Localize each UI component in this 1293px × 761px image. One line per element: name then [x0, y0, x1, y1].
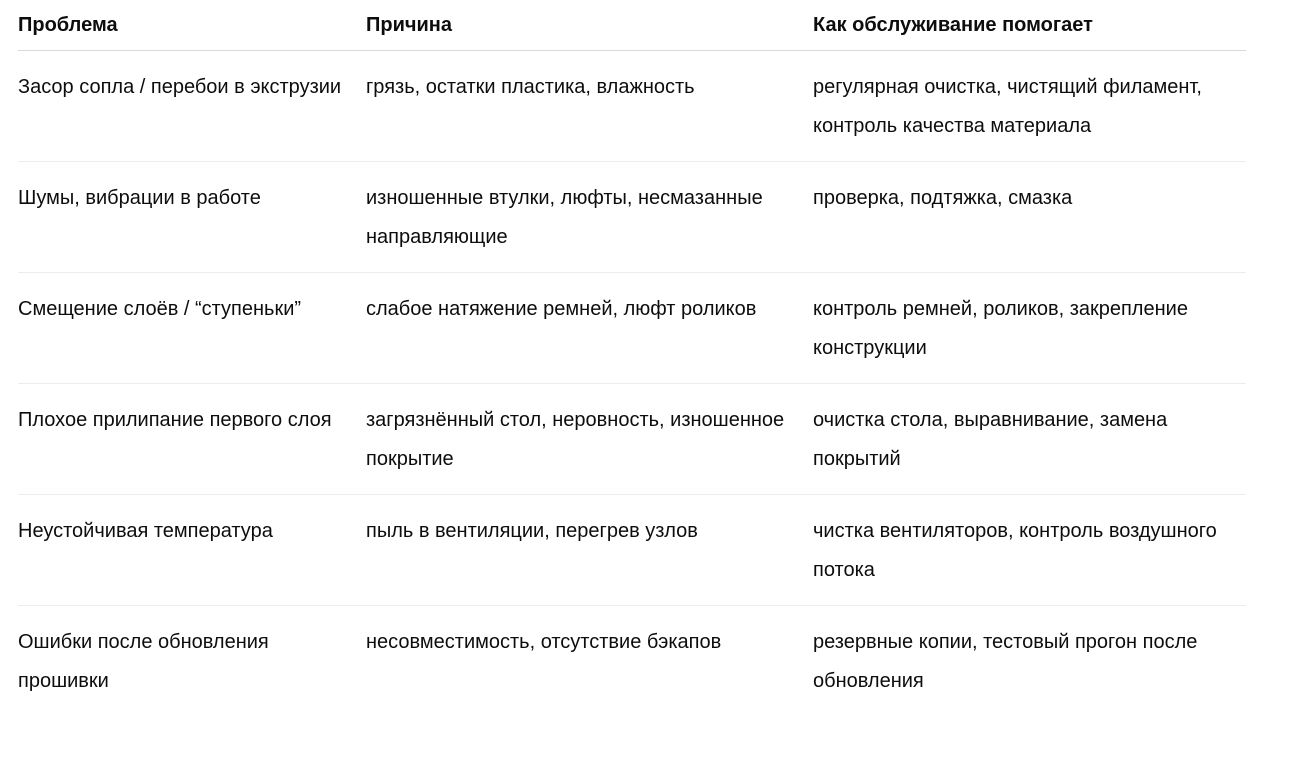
column-header-maintenance-help: Как обслуживание помогает	[813, 0, 1246, 51]
cell-maintenance-help: резервные копии, тестовый прогон после обновления	[813, 631, 1198, 692]
table-row	[18, 606, 1246, 717]
table-row	[18, 162, 1246, 273]
table-row	[18, 273, 1246, 384]
table-row	[18, 51, 1246, 162]
maintenance-table	[18, 0, 1246, 716]
cell-cause: пыль в вентиляции, перегрев узлов	[366, 495, 813, 606]
cell-maintenance-help: проверка, подтяжка, смазка	[813, 162, 1246, 273]
cell-problem: Ошибки после обновления прошивки	[18, 631, 269, 692]
cell-maintenance-help: чистка вентиляторов, контроль воздушного потока	[813, 495, 1246, 606]
column-header-cause: Причина	[366, 0, 813, 51]
cell-cause: грязь, остатки пластика, влажность	[366, 51, 813, 162]
cell-maintenance-help: регулярная очистка, чистящий филамент, контроль качества материала	[813, 51, 1246, 162]
cell-problem: Неустойчивая температура	[18, 495, 366, 606]
cell-maintenance-help: очистка стола, выравнивание, замена покрытий	[813, 384, 1246, 495]
table-row	[18, 495, 1246, 606]
cell-problem: Плохое прилипание первого слоя	[18, 384, 366, 495]
cell-problem: Засор сопла / перебои в экструзии	[18, 51, 366, 162]
cell-cause: изношенные втулки, люфты, несмазанные направляющие	[366, 162, 813, 273]
cell-cause: слабое натяжение ремней, люфт роликов	[366, 273, 813, 384]
maintenance-table-container	[18, 0, 1246, 716]
cell-cause: несовместимость, отсутствие бэкапов	[366, 631, 722, 653]
table-row	[18, 384, 1246, 495]
cell-maintenance-help: контроль ремней, роликов, закрепление конструкции	[813, 273, 1246, 384]
cell-problem: Смещение слоёв / “ступеньки”	[18, 273, 366, 384]
table-header-row	[18, 0, 1246, 51]
column-header-problem: Проблема	[18, 0, 366, 51]
cell-cause: загрязнённый стол, неровность, изношенное покрытие	[366, 384, 813, 495]
cell-problem: Шумы, вибрации в работе	[18, 162, 366, 273]
